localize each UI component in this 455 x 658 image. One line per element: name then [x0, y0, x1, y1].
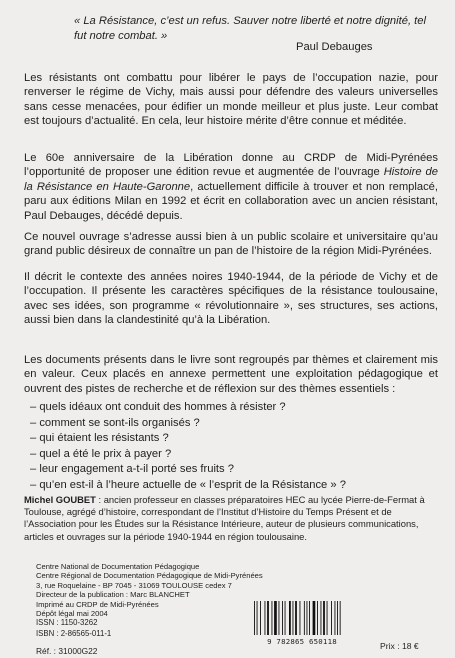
barcode-number: 9 782865 650118	[267, 637, 337, 646]
list-item: – quels idéaux ont conduit des hommes à résister ?	[30, 401, 286, 413]
issn: ISSN : 1150-3262	[36, 618, 98, 627]
paragraph-documents: Les documents présents dans le livre sont regroupés par thèmes et clairement mis en valeur. Ceux placés en annexe permettent une exploitation pédagogique et ouvrent des pistes de recherche et de réflexion sur des thèmes essentiels :	[24, 354, 438, 395]
publisher-line: Centre Régional de Documentation Pédagogique de Midi-Pyrénées	[36, 571, 263, 581]
reference-number: Réf. : 31000G22	[36, 646, 98, 656]
author-bio-text: : ancien professeur en classes préparatoires HEC au lycée Pierre-de-Fermat à Toulouse, agrégé d’histoire, correspondant de l’Institut d’Histoire du Temps Présent et de l’Association pour les Études sur la Résistance Intérieure, auteur de plusieurs communications, articles et ouvrages sur la période 1940-1944 en région toulousaine.	[24, 494, 425, 542]
list-item: – leur engagement a-t-il porté ses fruits ?	[30, 463, 234, 476]
paragraph-intro: Les résistants ont combattu pour libérer le pays de l’occupation nazie, pour renverser le régime de Vichy, mais aussi pour défendre des valeurs universelles sans cesse menacées, pour édifier un monde meilleur et plus juste. Leur combat est toujours d’actualité. En cela, leur histoire mérite d’être connue et méditée.	[24, 72, 438, 128]
list-item: – quel a été le prix à payer ?	[30, 447, 172, 460]
paragraph-anniversary	[24, 151, 438, 223]
paragraph-anniversary-lead: Le 60e anniversaire de la Libération donne au CRDP de Midi-Pyrénées l’opportunité de proposer une édition revue et augmentée de l’ouvrage	[24, 152, 438, 179]
publisher-line: 3, rue Roquelaine - BP 7045 - 31069 TOULOUSE cedex 7	[36, 580, 232, 590]
paragraph-content: Il décrit le contexte des années noires 1940-1944, de la période de Vichy et de l’occupation. Il présente les caractères spécifiques de la résistance toulousaine, avec ses idées, son programme « révolutionnaire », ses structures, ses actions, aussi bien dans la clandestinité qu’à la Libération.	[24, 271, 438, 327]
book-title: Histoire de la Résistance en Haute-Garonne	[24, 166, 438, 193]
list-item: – qu’en est-il à l’heure actuelle de « l’esprit de la Résistance » ?	[30, 478, 346, 491]
paragraph-audience: Ce nouvel ouvrage s’adresse aussi bien à un public scolaire et universitaire qu’au grand public désireux de connaître un pan de l’histoire de la région Midi-Pyrénées.	[24, 231, 438, 258]
publisher-line: Imprimé au CRDP de Midi-Pyrénées	[36, 599, 159, 609]
author-bio	[24, 494, 438, 543]
isbn: ISBN : 2-86565-011-1	[36, 629, 112, 638]
publisher-line: Dépôt légal mai 2004	[36, 609, 108, 619]
epigraph-author: Paul Debauges	[296, 41, 373, 53]
publisher-line: Directeur de la publication : Marc BLANCHET	[36, 590, 190, 600]
identifiers	[36, 617, 111, 639]
epigraph-quote: « La Résistance, c’est un refus. Sauver notre liberté et notre dignité, tel fut notre combat. »	[74, 15, 426, 42]
paragraph-anniversary-tail: , actuellement difficile à trouver et non remplacé, paru aux éditions Milan en 1992 et écrit en collaboration avec un ancien résistant, Paul Debauges, décédé depuis.	[24, 180, 439, 222]
barcode-icon	[253, 601, 351, 635]
author-name: Michel GOUBET	[24, 494, 96, 505]
publisher-line: Centre National de Documentation Pédagogique	[36, 562, 200, 571]
publisher-info	[36, 562, 263, 618]
list-item: – comment se sont-ils organisés ?	[30, 416, 200, 429]
theme-questions-list	[30, 400, 346, 494]
list-item: – qui étaient les résistants ?	[30, 432, 169, 445]
price: Prix : 18 €	[380, 641, 419, 651]
